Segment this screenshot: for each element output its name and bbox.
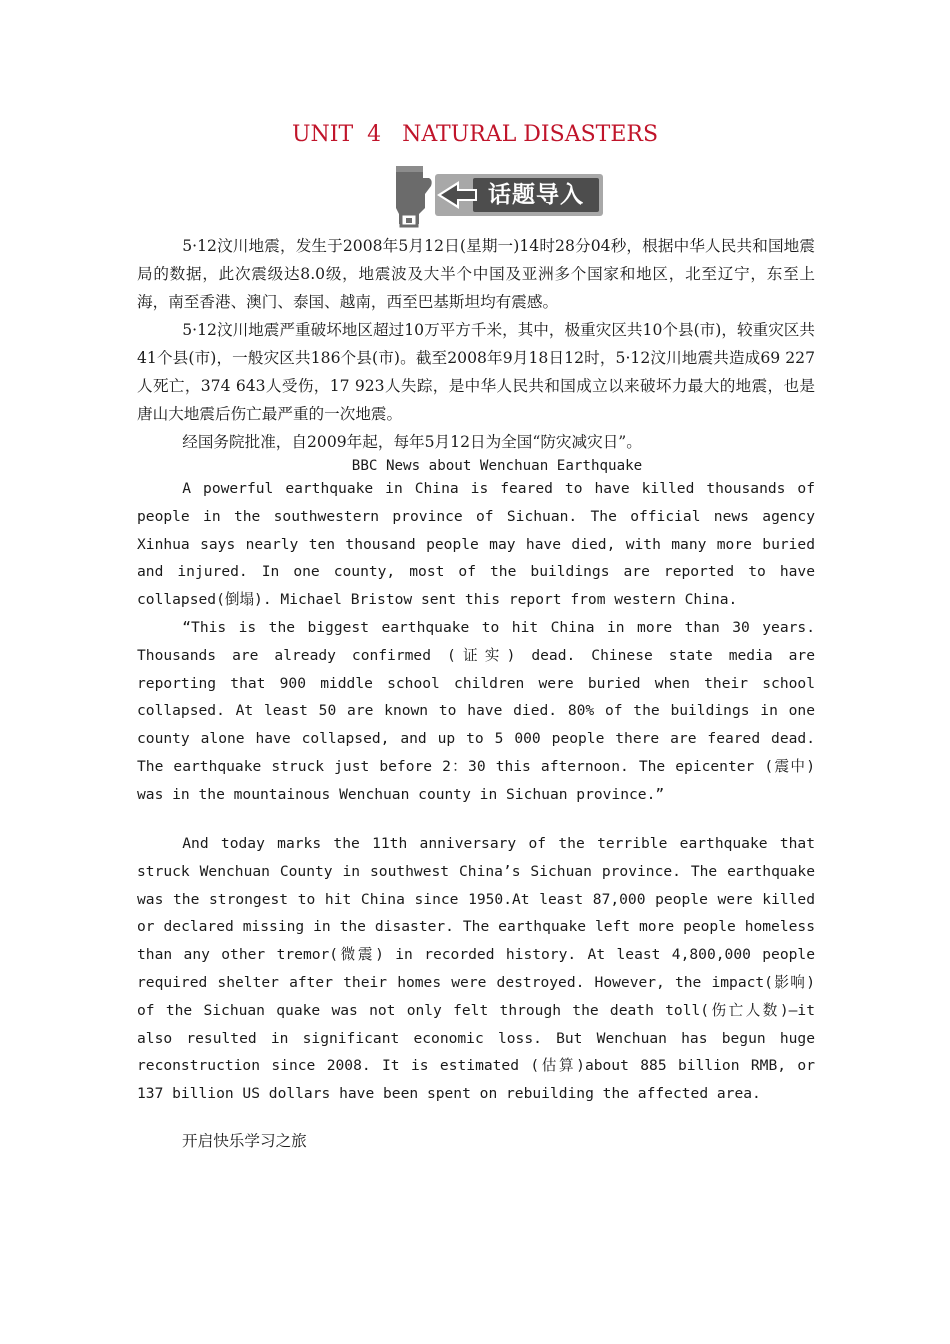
anniversary-paragraph: And today marks the 11th anniversary of the terrible earthquake that struck Wenchuan County in southwest China’s Sichuan province. The earthquake was the strongest to hit China since 1950.At least 87,000 people were killed or declared missing in the disaster. The earthquake left more people homeless than any other tremor(微震) in recorded history. At least 4,800,000 people required shelter after their homes were destroyed. However, the impact(影响) of the Sichuan quake was not only felt through the death toll(伤亡人数)—it also resulted in significant economic loss. But Wenchuan has begun huge reconstruction since 2008. It is estimated (估算)about 885 billion RMB, or 137 billion US dollars have been spent on rebuilding the affected area. xyxy=(137,835,815,1103)
bbc-paragraph: A powerful earthquake in China is feared to have killed thousands of people in the southwestern province of Sichuan. The official news agency Xinhua says nearly ten thousand people may have died, with many more buried and injured. In one county, most of the buildings are reported to have collapsed(倒塌). Michael Bristow sent this report from western China. xyxy=(137,480,815,609)
bbc-paragraph: “This is the biggest earthquake to hit China in more than 30 years. Thousands are already confirmed (证实) dead. Chinese state media are reporting that 900 middle school children were buried when their school collapsed. At least 50 are known to have died. 80% of the buildings in one county alone have collapsed, and up to 5 000 people there are feared dead. The earthquake struck just before 2：30 this afternoon. The epicenter (震中) was in the mountainous Wenchuan county in Sichuan province.” xyxy=(137,618,815,803)
footer-text: 开启快乐学习之旅 xyxy=(182,1132,307,1150)
topic-badge-label: 话题导入 xyxy=(488,182,584,208)
bbc-heading: BBC News about Wenchuan Earthquake xyxy=(351,458,643,474)
anniversary-section xyxy=(137,830,815,1108)
intro-paragraph: 5·12汶川地震，发生于2008年5月12日(星期一)14时28分04秒，根据中华人民共和国地震局的数据，此次震级达8.0级，地震波及大半个中国及亚洲多个国家和地区，北至辽宁，东至上海，南至香港、澳门、泰国、越南，西至巴基斯坦均有震感。 xyxy=(137,237,815,311)
intro-section xyxy=(137,232,815,456)
bbc-report xyxy=(137,475,815,809)
unit-title: UNIT 4 NATURAL DISASTERS xyxy=(291,122,659,147)
intro-paragraph: 经国务院批准，自2009年起，每年5月12日为全国“防灾减灾日”。 xyxy=(182,433,642,451)
intro-paragraph: 5·12汶川地震严重破坏地区超过10万平方千米，其中，极重灾区共10个县(市)，较重灾区共41个县(市)，一般灾区共186个县(市)。截至2008年9月18日12时，5·12汶川地震共造成69 227人死亡，374 643人受伤，17 923人失踪，是中华人民共和国成立以来破坏力最大的地震，也是唐山大地震后伤亡最严重的一次地震。 xyxy=(137,321,815,423)
